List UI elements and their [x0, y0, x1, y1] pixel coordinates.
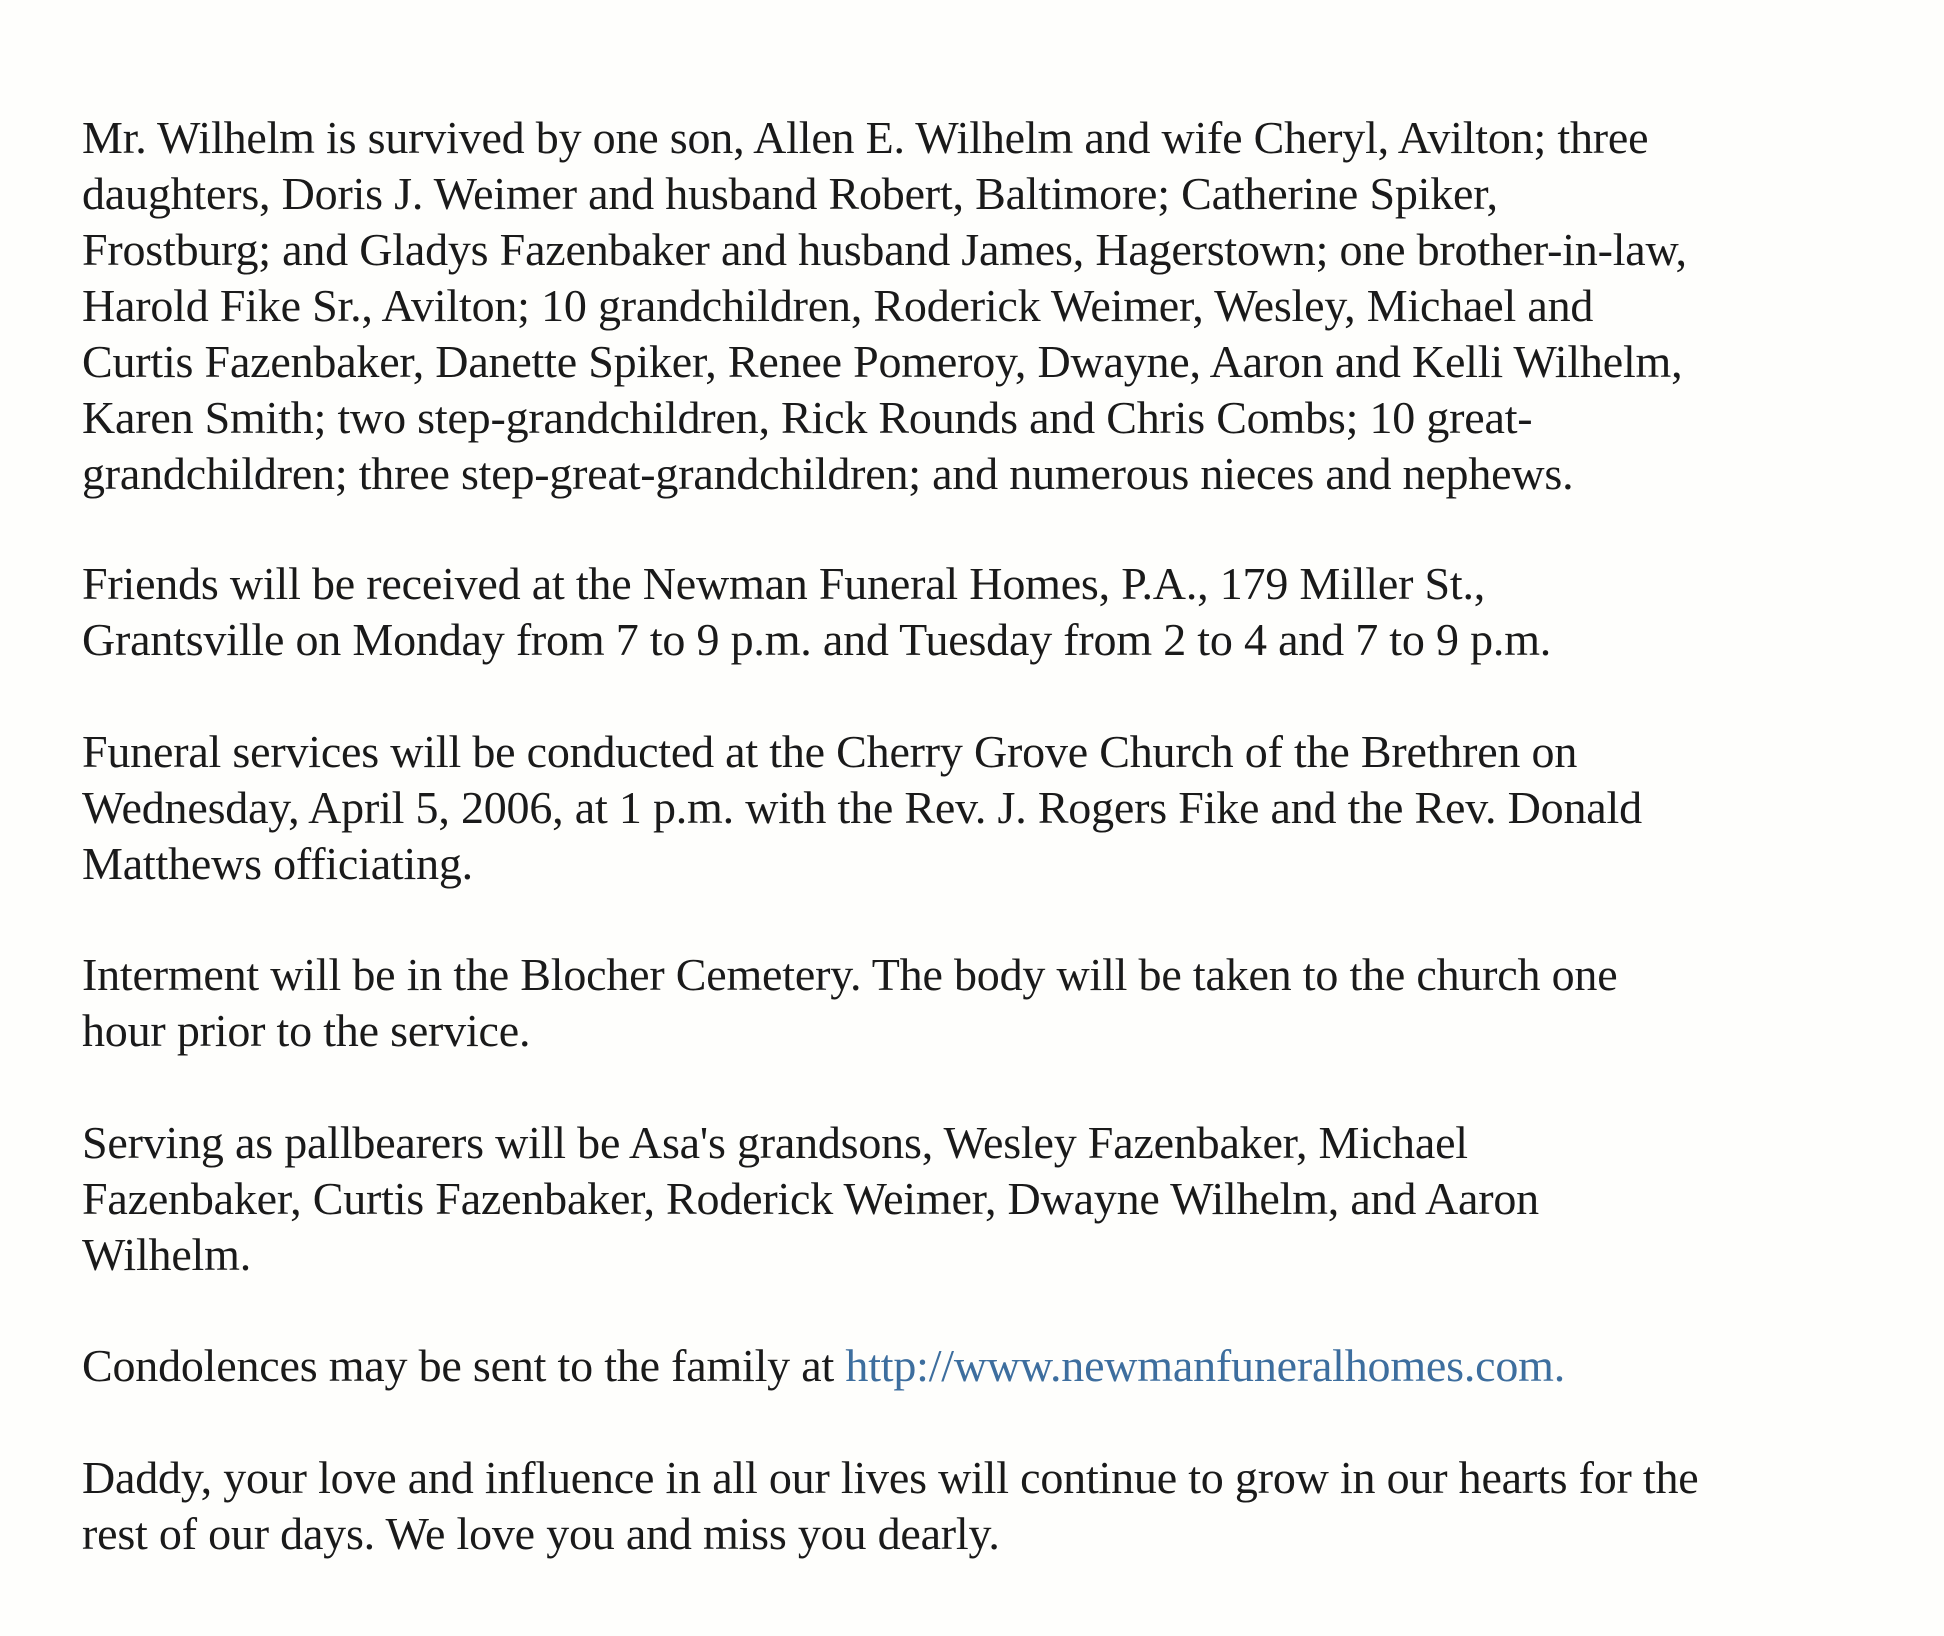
text-line: Wednesday, April 5, 2006, at 1 p.m. with the Rev. J. Rogers Fike and the Rev. Donald [82, 782, 1642, 833]
text-line: Karen Smith; two step-grandchildren, Rick Rounds and Chris Combs; 10 great- [82, 392, 1533, 443]
text-line: Matthews officiating. [82, 838, 473, 889]
text-line: Grantsville on Monday from 7 to 9 p.m. and Tuesday from 2 to 4 and 7 to 9 p.m. [82, 614, 1552, 665]
funeral-home-website-link[interactable]: http://www.newmanfuneralhomes.com. [845, 1340, 1566, 1391]
interment-paragraph [82, 947, 1882, 1059]
text-line: Serving as pallbearers will be Asa's grandsons, Wesley Fazenbaker, Michael [82, 1117, 1468, 1168]
text-line: grandchildren; three step-great-grandchildren; and numerous nieces and nephews. [82, 448, 1574, 499]
text-line: Fazenbaker, Curtis Fazenbaker, Roderick Weimer, Dwayne Wilhelm, and Aaron [82, 1173, 1539, 1224]
text-line: Mr. Wilhelm is survived by one son, Allen E. Wilhelm and wife Cheryl, Avilton; three [82, 112, 1649, 163]
text-line: Frostburg; and Gladys Fazenbaker and husband James, Hagerstown; one brother-in-law, [82, 224, 1687, 275]
funeral-services-paragraph [82, 724, 1882, 892]
text-line: Friends will be received at the Newman Funeral Homes, P.A., 179 Miller St., [82, 558, 1486, 609]
text-line: Funeral services will be conducted at the Cherry Grove Church of the Brethren on [82, 726, 1578, 777]
text-line: Curtis Fazenbaker, Danette Spiker, Renee Pomeroy, Dwayne, Aaron and Kelli Wilhelm, [82, 336, 1683, 387]
visitation-paragraph [82, 556, 1882, 668]
survivors-paragraph [82, 110, 1882, 502]
text-line [82, 1338, 1882, 1394]
text-line: hour prior to the service. [82, 1005, 531, 1056]
text-line: Daddy, your love and influence in all our lives will continue to grow in our hearts for the [82, 1452, 1699, 1503]
closing-paragraph [82, 1450, 1882, 1562]
text-line: Interment will be in the Blocher Cemetery. The body will be taken to the church one [82, 949, 1618, 1000]
text-line: daughters, Doris J. Weimer and husband Robert, Baltimore; Catherine Spiker, [82, 168, 1498, 219]
condolences-text: Condolences may be sent to the family at [82, 1340, 846, 1391]
condolences-paragraph [82, 1338, 1882, 1394]
text-line: rest of our days. We love you and miss you dearly. [82, 1508, 1000, 1559]
text-line: Harold Fike Sr., Avilton; 10 grandchildren, Roderick Weimer, Wesley, Michael and [82, 280, 1594, 331]
pallbearers-paragraph [82, 1115, 1882, 1283]
text-line: Wilhelm. [82, 1229, 252, 1280]
